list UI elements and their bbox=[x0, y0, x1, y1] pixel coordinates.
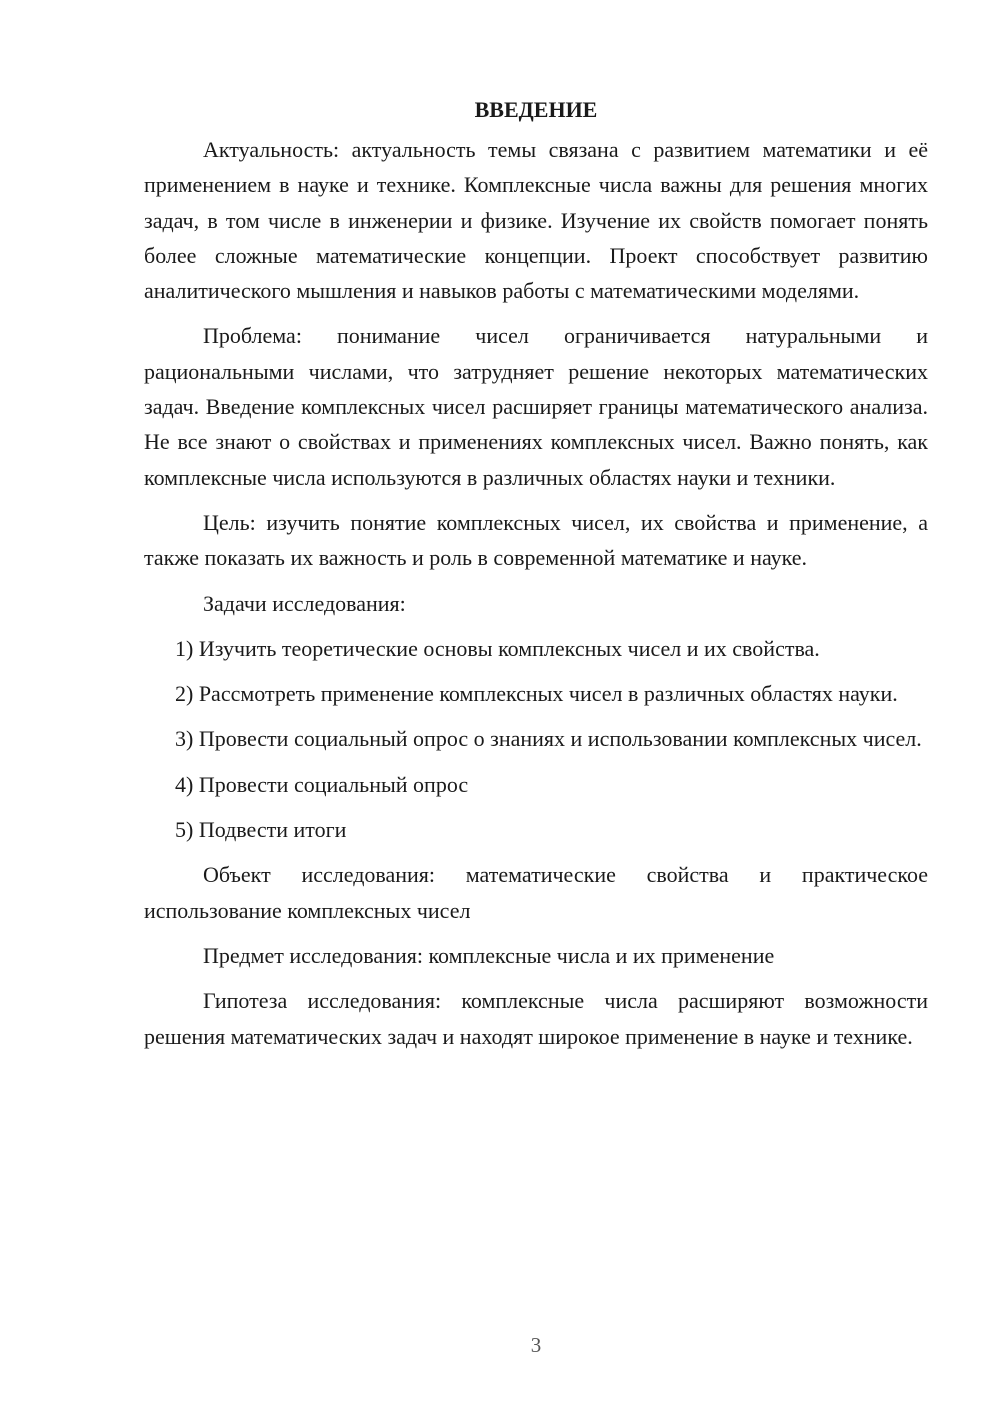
task-item-2: 2) Рассмотреть применение комплексных чисел в различных областях науки. bbox=[175, 681, 898, 707]
task-item-4: 4) Провести социальный опрос bbox=[175, 771, 469, 797]
paragraph-problem: Проблема: понимание чисел ограничивается натуральными и рациональными числами, что затрудняет решение некоторых математических задач. Введение комплексных чисел расширяет границы математического анализа. Не все знают о свойствах и применениях комплексных чисел. Важно понять, как комплексные числа используются в различных областях науки и техники. bbox=[144, 323, 928, 490]
paragraph-relevance: Актуальность: актуальность темы связана с развитием математики и её применением в науке и технике. Комплексные числа важны для решения многих задач, в том числе в инженерии и физике. Изучение их свойств помогает понять более сложные математические концепции. Проект способствует развитию аналитического мышления и навыков работы с математическими моделями. bbox=[144, 137, 928, 304]
page-number: 3 bbox=[530, 1333, 542, 1357]
paragraph-subject: Предмет исследования: комплексные числа и их применение bbox=[203, 942, 775, 968]
task-item-5: 5) Подвести итоги bbox=[175, 817, 347, 843]
paragraph-hypothesis: Гипотеза исследования: комплексные числа расширяют возможности решения математических задач и находят широкое применение в науке и технике. bbox=[144, 988, 928, 1049]
paragraph-object: Объект исследования: математические свойства и практическое использование комплексных чисел bbox=[144, 862, 928, 923]
paragraph-goal: Цель: изучить понятие комплексных чисел, их свойства и применение, а также показать их важность и роль в современной математике и науке. bbox=[144, 509, 928, 571]
document-page bbox=[144, 92, 928, 1064]
tasks-heading: Задачи исследования: bbox=[203, 590, 406, 616]
task-item-3: 3) Провести социальный опрос о знаниях и использовании комплексных чисел. bbox=[175, 726, 922, 752]
task-item-1: 1) Изучить теоретические основы комплексных чисел и их свойства. bbox=[175, 635, 820, 661]
page-title: ВВЕДЕНИЕ bbox=[474, 97, 598, 122]
